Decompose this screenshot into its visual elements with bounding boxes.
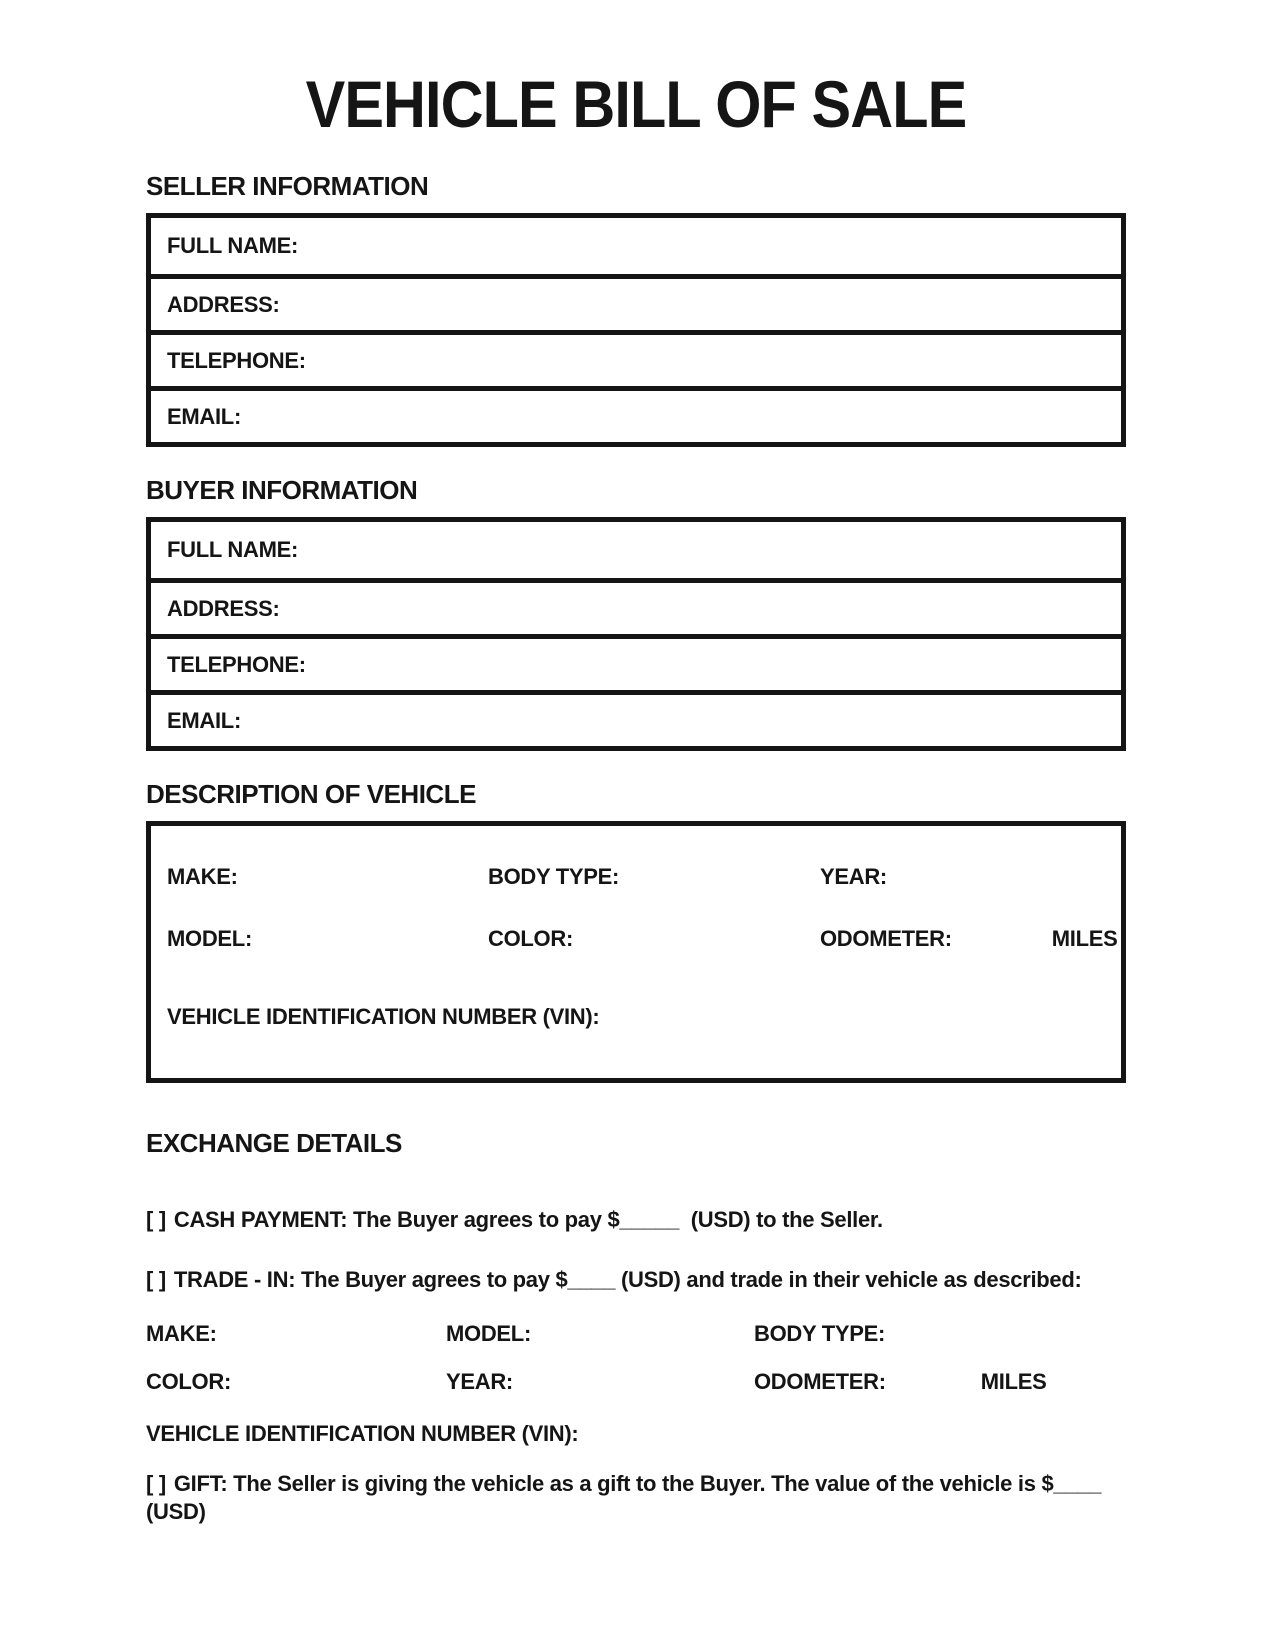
buyer-telephone-field[interactable]	[151, 634, 1121, 690]
trade-body-type-field[interactable]	[754, 1320, 1126, 1348]
exchange-section	[146, 1128, 1126, 1526]
trade-miles-unit-label: MILES	[980, 1369, 1047, 1395]
seller-section	[146, 171, 1126, 447]
trade-color-field[interactable]	[146, 1368, 446, 1396]
gift-text: GIFT: The Seller is giving the vehicle as a gift to the Buyer. The value of the vehicle is $____ (USD)	[146, 1471, 1107, 1525]
vehicle-year-label: YEAR:	[820, 864, 887, 890]
exchange-section-heading: EXCHANGE DETAILS	[146, 1128, 402, 1159]
seller-full-name-label: FULL NAME:	[167, 233, 299, 259]
page-title: VEHICLE BILL OF SALE	[305, 67, 967, 141]
trade-vin-field[interactable]	[146, 1420, 1126, 1448]
seller-email-label: EMAIL:	[167, 403, 241, 429]
vehicle-row-1	[167, 864, 1105, 890]
vehicle-vin-label: VEHICLE IDENTIFICATION NUMBER (VIN):	[167, 1004, 600, 1030]
vehicle-vin-field[interactable]	[167, 1004, 1105, 1030]
trade-in-text: TRADE - IN: The Buyer agrees to pay $____ (USD) and trade in their vehicle as described:	[173, 1267, 1082, 1293]
gift-checkbox[interactable]: [ ]	[146, 1471, 166, 1497]
cash-payment-checkbox[interactable]: [ ]	[146, 1207, 166, 1233]
vehicle-model-label: MODEL:	[167, 926, 252, 952]
vehicle-miles-unit-label: MILES	[1051, 926, 1118, 952]
trade-year-field[interactable]	[446, 1368, 754, 1396]
cash-payment-text: CASH PAYMENT: The Buyer agrees to pay $_____ (USD) to the Seller.	[173, 1207, 883, 1233]
trade-make-field[interactable]	[146, 1320, 446, 1348]
cash-payment-line	[146, 1206, 1126, 1234]
vehicle-color-field[interactable]	[488, 926, 820, 952]
trade-in-row-2	[146, 1368, 1126, 1396]
vehicle-body-type-label: BODY TYPE:	[488, 864, 620, 890]
vehicle-model-field[interactable]	[167, 926, 488, 952]
vehicle-odometer-field[interactable]	[820, 926, 1117, 952]
seller-telephone-label: TELEPHONE:	[167, 347, 306, 373]
buyer-full-name-field[interactable]	[151, 522, 1121, 578]
buyer-info-box	[146, 517, 1126, 751]
trade-model-field[interactable]	[446, 1320, 754, 1348]
seller-full-name-field[interactable]	[151, 218, 1121, 274]
seller-section-heading: SELLER INFORMATION	[146, 171, 429, 202]
trade-in-row-1	[146, 1320, 1126, 1348]
trade-vin-label: VEHICLE IDENTIFICATION NUMBER (VIN):	[146, 1421, 579, 1447]
vehicle-section	[146, 779, 1126, 1083]
trade-body-type-label: BODY TYPE:	[754, 1321, 886, 1347]
trade-odometer-field[interactable]	[754, 1368, 1126, 1396]
buyer-email-label: EMAIL:	[167, 707, 241, 733]
trade-in-line	[146, 1266, 1126, 1294]
trade-odometer-label: ODOMETER:	[754, 1369, 886, 1395]
trade-model-label: MODEL:	[446, 1321, 531, 1347]
vehicle-odometer-label: ODOMETER:	[820, 926, 952, 952]
buyer-section-heading: BUYER INFORMATION	[146, 475, 418, 506]
buyer-address-field[interactable]	[151, 578, 1121, 634]
vehicle-make-label: MAKE:	[167, 864, 238, 890]
buyer-address-label: ADDRESS:	[167, 595, 280, 621]
trade-color-label: COLOR:	[146, 1369, 231, 1395]
buyer-section	[146, 475, 1126, 751]
vehicle-body-type-field[interactable]	[488, 864, 820, 890]
seller-info-box	[146, 213, 1126, 447]
vehicle-make-field[interactable]	[167, 864, 488, 890]
buyer-full-name-label: FULL NAME:	[167, 537, 299, 563]
gift-line	[146, 1470, 1126, 1526]
trade-year-label: YEAR:	[446, 1369, 513, 1395]
buyer-email-field[interactable]	[151, 690, 1121, 746]
vehicle-color-label: COLOR:	[488, 926, 573, 952]
seller-email-field[interactable]	[151, 386, 1121, 442]
seller-address-field[interactable]	[151, 274, 1121, 330]
vehicle-section-heading: DESCRIPTION OF VEHICLE	[146, 779, 476, 810]
vehicle-row-2	[167, 926, 1118, 952]
vehicle-year-field[interactable]	[820, 864, 1105, 890]
buyer-telephone-label: TELEPHONE:	[167, 651, 306, 677]
vehicle-description-box	[146, 821, 1126, 1083]
trade-make-label: MAKE:	[146, 1321, 217, 1347]
seller-telephone-field[interactable]	[151, 330, 1121, 386]
seller-address-label: ADDRESS:	[167, 291, 280, 317]
trade-in-checkbox[interactable]: [ ]	[146, 1267, 166, 1293]
